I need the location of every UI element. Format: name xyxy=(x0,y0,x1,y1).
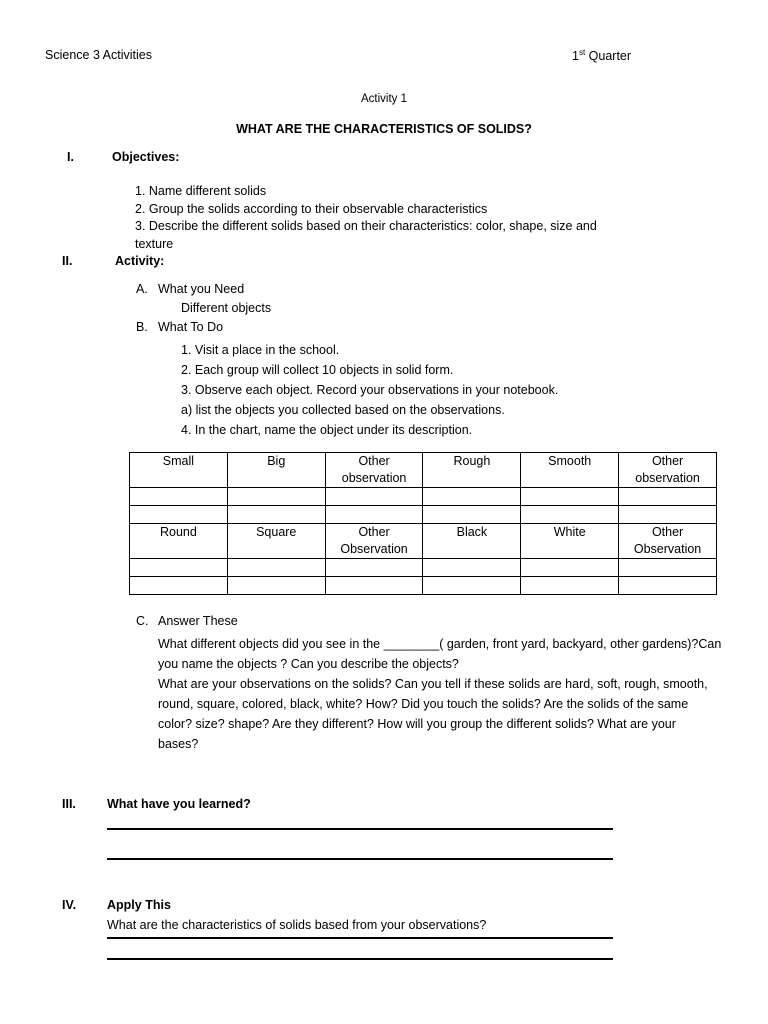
subsection-a-detail: Different objects xyxy=(181,301,272,315)
answer-line[interactable] xyxy=(107,958,613,960)
chart-header-cell: Big xyxy=(227,453,325,488)
activity-label: Activity 1 xyxy=(360,93,407,105)
chart-header-cell: Smooth xyxy=(521,453,619,488)
chart-cell xyxy=(619,577,717,595)
chart-cell xyxy=(325,559,423,577)
chart-header-cell: Other observation xyxy=(619,453,717,488)
chart-cell xyxy=(619,559,717,577)
chart-cell xyxy=(130,559,228,577)
chart-blank-row xyxy=(130,577,717,595)
page-title: WHAT ARE THE CHARACTERISTICS OF SOLIDS? xyxy=(236,122,532,136)
apply-heading: Apply This xyxy=(107,898,171,912)
chart-cell xyxy=(521,488,619,506)
chart-header-cell: Square xyxy=(227,524,325,559)
chart-cell xyxy=(227,577,325,595)
objective-item: 1. Name different solids xyxy=(135,184,267,198)
chart-header-cell: Rough xyxy=(423,453,521,488)
chart-cell xyxy=(325,577,423,595)
step-item: a) list the objects you collected based on the observations. xyxy=(181,403,505,417)
chart-cell xyxy=(521,577,619,595)
chart-cell xyxy=(521,506,619,524)
subsection-c-letter: C. xyxy=(136,614,149,628)
learned-heading: What have you learned? xyxy=(107,797,251,811)
section-num-apply: IV. xyxy=(62,898,77,912)
chart-cell xyxy=(325,488,423,506)
chart-cell xyxy=(423,488,521,506)
answer-questions xyxy=(158,634,721,754)
question-line: What are your observations on the solids? Can you tell if these solids are hard, soft, rough, smooth, xyxy=(158,677,708,691)
subsection-c-label: Answer These xyxy=(158,614,238,628)
subsection-a-label: What you Need xyxy=(158,282,245,296)
chart-cell xyxy=(619,506,717,524)
header-quarter xyxy=(572,48,631,63)
chart-cell xyxy=(130,577,228,595)
header-left: Science 3 Activities xyxy=(45,48,152,62)
chart-header-cell: Other Observation xyxy=(325,524,423,559)
question-line: bases? xyxy=(158,737,199,751)
steps-list xyxy=(181,340,558,440)
answer-line[interactable] xyxy=(107,858,613,860)
question-line: round, square, colored, black, white? How? Did you touch the solids? Are the solids of the same xyxy=(158,697,689,711)
chart-cell xyxy=(423,506,521,524)
chart-header-row xyxy=(130,524,717,559)
step-item: 4. In the chart, name the object under its description. xyxy=(181,423,473,437)
step-item: 1. Visit a place in the school. xyxy=(181,343,340,357)
objective-item: 2. Group the solids according to their observable characteristics xyxy=(135,201,488,216)
question-line: What different objects did you see in the ________( garden, front yard, backyard, other gardens)?Can xyxy=(158,637,722,651)
chart-blank-row xyxy=(130,506,717,524)
answer-line[interactable] xyxy=(107,937,613,939)
step-item: 2. Each group will collect 10 objects in solid form. xyxy=(181,363,454,377)
chart-header-cell: Other Observation xyxy=(619,524,717,559)
subsection-a-letter: A. xyxy=(136,282,148,296)
chart-cell xyxy=(130,506,228,524)
chart-cell xyxy=(423,577,521,595)
chart-header-cell: Round xyxy=(130,524,228,559)
objective-item: 3. Describe the different solids based on their characteristics: color, shape, size and xyxy=(135,219,597,233)
answer-line[interactable] xyxy=(107,828,613,830)
chart-cell xyxy=(227,559,325,577)
objective-item: texture xyxy=(135,236,174,251)
chart-cell xyxy=(423,559,521,577)
section-num-activity: II. xyxy=(62,254,73,268)
quarter-superscript: st xyxy=(578,48,586,57)
objectives-list xyxy=(135,183,597,253)
chart-header-cell: Black xyxy=(423,524,521,559)
step-item: 3. Observe each object. Record your observations in your notebook. xyxy=(181,383,559,397)
chart-blank-row xyxy=(130,488,717,506)
chart-blank-row xyxy=(130,559,717,577)
observation-chart xyxy=(129,452,717,595)
activity-heading: Activity: xyxy=(115,254,165,268)
chart-header-row xyxy=(130,453,717,488)
subsection-b-letter: B. xyxy=(136,320,148,334)
quarter-word: Quarter xyxy=(588,49,632,64)
chart-cell xyxy=(521,559,619,577)
chart-header-cell: White xyxy=(521,524,619,559)
section-num-objectives: I. xyxy=(67,150,74,164)
section-num-learned: III. xyxy=(62,797,76,811)
chart-cell xyxy=(227,506,325,524)
objectives-heading: Objectives: xyxy=(112,150,180,164)
chart-header-cell: Small xyxy=(130,453,228,488)
chart-cell xyxy=(325,506,423,524)
chart-cell xyxy=(227,488,325,506)
chart-cell xyxy=(619,488,717,506)
subsection-b-label: What To Do xyxy=(158,320,224,334)
chart-header-cell: Other observation xyxy=(325,453,423,488)
question-line: color? size? shape? Are they different? How will you group the different solids? What are your xyxy=(158,717,676,731)
chart-cell xyxy=(130,488,228,506)
apply-question: What are the characteristics of solids based from your observations? xyxy=(107,918,487,932)
quarter-number: 1 xyxy=(572,49,579,64)
question-line: you name the objects ? Can you describe the objects? xyxy=(158,657,459,671)
